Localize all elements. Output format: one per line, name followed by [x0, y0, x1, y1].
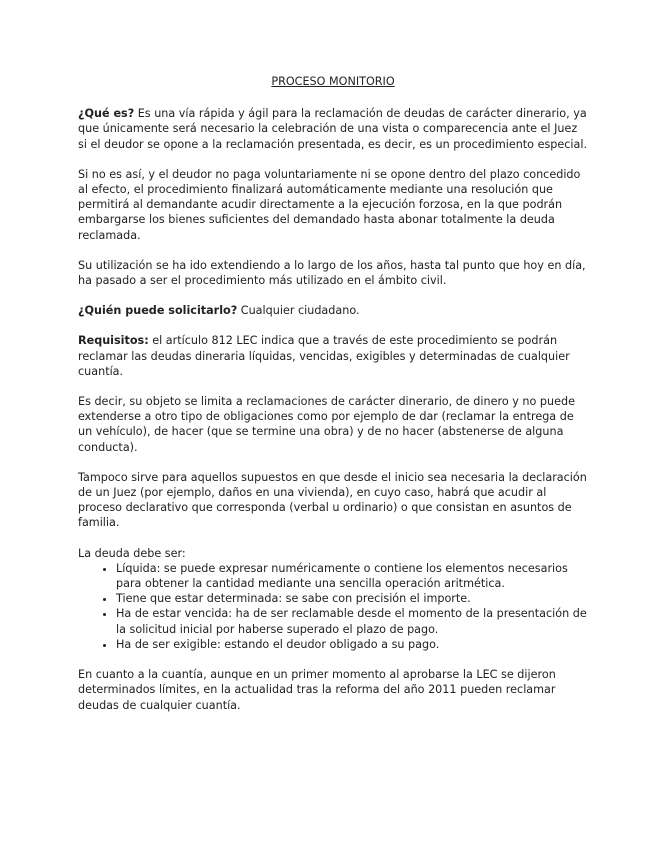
list-item-determined: • Tiene que estar determinada: se sabe con precisión el importe. — [116, 591, 588, 606]
heading-who-can-request: ¿Quién puede solicitarlo? — [78, 304, 238, 318]
heading-what-is: ¿Qué es? — [78, 107, 135, 121]
list-item-due: • Ha de estar vencida: ha de ser reclamable desde el momento de la presentación de la solicitud inicial por haberse superado el plazo de pago. — [116, 606, 588, 636]
paragraph-usage: Su utilización se ha ido extendiendo a lo largo de los años, hasta tal punto que hoy en día, ha pasado a ser el procedimiento más utilizado en el ámbito civil. — [78, 258, 586, 288]
paragraph-what-is — [78, 106, 588, 152]
paragraph-exclusions: Tampoco sirve para aquellos supuestos en que desde el inicio sea necesaria la declaración de un Juez (por ejemplo, daños en una vivienda), en cuyo caso, habrá que acudir al proceso declarativo que corresponda (verbal u ordinario) o que consistan en asuntos de familia. — [78, 470, 587, 530]
paragraph-default-procedure: Si no es así, y el deudor no paga voluntariamente ni se opone dentro del plazo concedido al efecto, el procedimiento finalizará automáticamente mediante una resolución que permitirá al demandante acudir directamente a la ejecución forzosa, en la que podrán embargarse los bienes suficientes del demandado hasta abonar totalmente la deuda reclamada. — [78, 167, 581, 242]
list-item-liquid: • Líquida: se puede expresar numéricamente o contiene los elementos necesarios para obtener la cantidad mediante una sencilla operación aritmética. — [116, 561, 588, 591]
paragraph-what-is-text: Es una vía rápida y ágil para la reclamación de deudas de carácter dinerario, ya que únicamente será necesario la celebración de una vista o comparecencia ante el Juez si el deudor se opone a la reclamación presentada, es decir, es un procedimiento especial. — [78, 107, 588, 151]
paragraph-amount: En cuanto a la cuantía, aunque en un primer momento al aprobarse la LEC se dijeron determinados límites, en la actualidad tras la reforma del año 2011 pueden reclamar deudas de cualquier cuantía. — [78, 668, 556, 712]
paragraph-scope: Es decir, su objeto se limita a reclamaciones de carácter dinerario, de dinero y no puede extenderse a otro tipo de obligaciones como por ejemplo de dar (reclamar la entrega de un vehículo), de hacer (que se termine una obra) y de no hacer (abstenerse de alguna conducta). — [78, 395, 575, 454]
document-page — [78, 74, 588, 728]
paragraph-who-can-request-text: Cualquier ciudadano. — [237, 304, 360, 318]
paragraph-requirements — [78, 333, 588, 379]
debt-requirements-list — [78, 561, 588, 652]
list-item-enforceable: • Ha de ser exigible: estando el deudor obligado a su pago. — [116, 637, 588, 652]
list-intro: La deuda debe ser: — [78, 546, 186, 560]
document-title: PROCESO MONITORIO — [271, 75, 395, 88]
heading-requirements: Requisitos: — [78, 334, 149, 348]
paragraph-who-can-request — [78, 303, 588, 318]
paragraph-requirements-text: el artículo 812 LEC indica que a través de este procedimiento se podrán reclamar las deudas dineraria líquidas, vencidas, exigibles y determinadas de cualquier cuantía. — [78, 334, 570, 378]
